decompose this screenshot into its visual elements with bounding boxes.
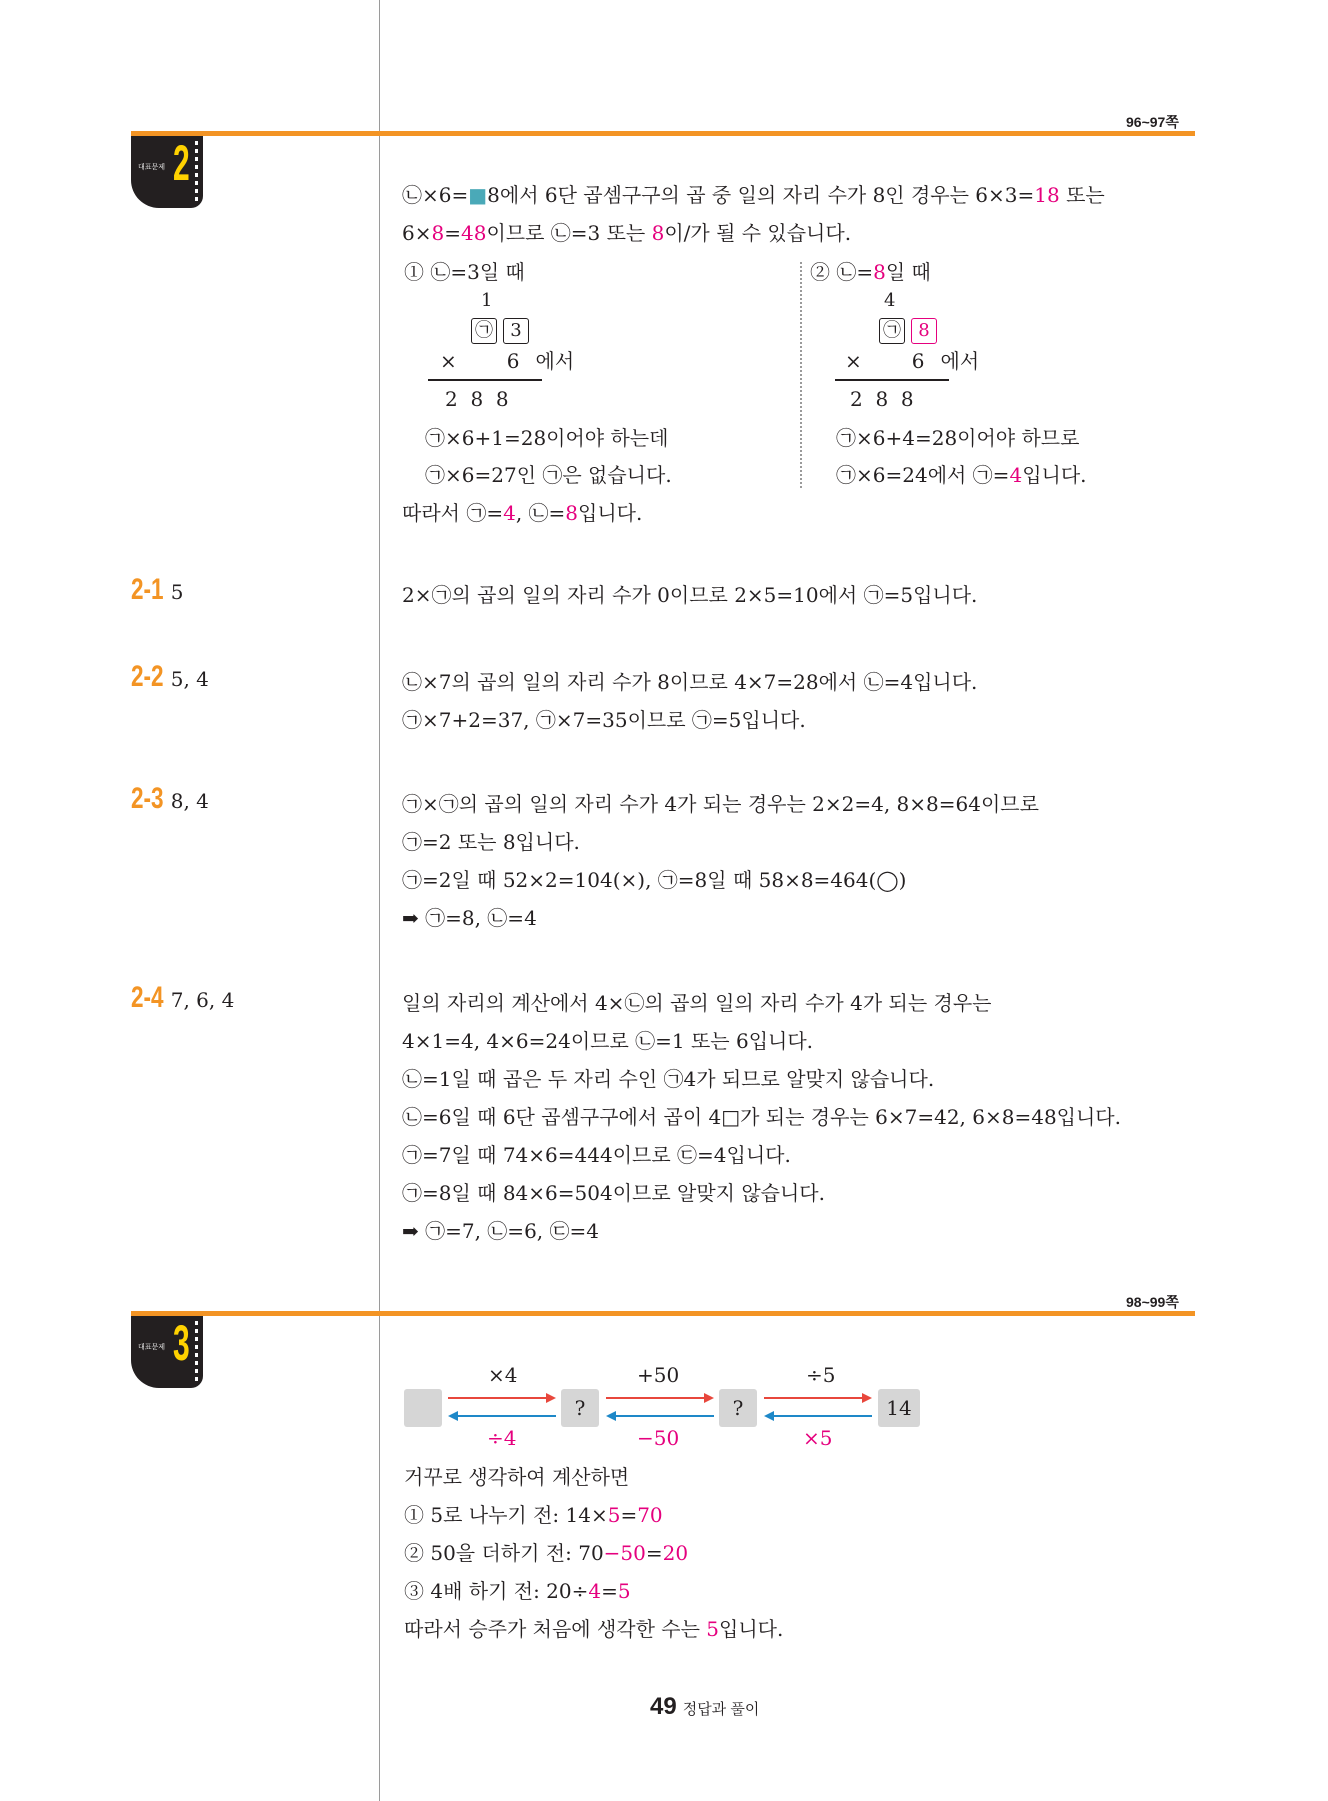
operation-label: ×4 bbox=[488, 1363, 518, 1387]
operation-label: +50 bbox=[637, 1363, 680, 1387]
page-reference: 96~97쪽 bbox=[1126, 114, 1179, 130]
unknown-box: ? bbox=[561, 1389, 599, 1427]
product-row: 2 8 8 bbox=[850, 387, 914, 411]
forward-arrowhead bbox=[704, 1393, 714, 1403]
digit-box: ㉠ bbox=[879, 318, 905, 344]
solution-line: 4×1=4, 4×6=24이므로 ㉡=1 또는 6입니다. bbox=[402, 1029, 814, 1053]
solution-line: ㉠=2 또는 8입니다. bbox=[402, 830, 580, 854]
page-number: 49 bbox=[650, 1693, 677, 1720]
inverse-operation-label: −50 bbox=[637, 1426, 680, 1450]
inverse-operation-label: ×5 bbox=[803, 1426, 833, 1450]
solution-line: 6×8=48이므로 ㉡=3 또는 8이/가 될 수 있습니다. bbox=[402, 221, 852, 245]
badge-number: 3 bbox=[173, 1315, 190, 1371]
forward-arrows bbox=[448, 1393, 872, 1403]
backward-arrowhead bbox=[606, 1411, 616, 1421]
backward-arrows bbox=[448, 1411, 872, 1421]
conclusion: 따라서 승주가 처음에 생각한 수는 5입니다. bbox=[404, 1617, 784, 1641]
inverse-operation-label: ÷4 bbox=[487, 1426, 517, 1450]
solution-line: ㉠×㉠의 곱의 일의 자리 수가 4가 되는 경우는 2×2=4, 8×8=64이므로 bbox=[402, 792, 1039, 816]
case-explanation: ㉠×6=24에서 ㉠=4입니다. bbox=[836, 463, 1087, 487]
solution-line: ㉠=7일 때 74×6=444이므로 ㉢=4입니다. bbox=[402, 1143, 791, 1167]
unknown-box: ? bbox=[719, 1389, 757, 1427]
operation-label: ÷5 bbox=[806, 1363, 836, 1387]
case-explanation: ㉠×6+4=28이어야 하므로 bbox=[836, 426, 1080, 450]
page-title: 정답과 풀이 bbox=[682, 1701, 760, 1718]
solution-line: 2×㉠의 곱의 일의 자리 수가 0이므로 2×5=10에서 ㉠=5입니다. bbox=[402, 583, 978, 607]
case-explanation: ㉠×6=27인 ㉠은 없습니다. bbox=[425, 463, 672, 487]
solution-line: 일의 자리의 계산에서 4×㉡의 곱의 일의 자리 수가 4가 되는 경우는 bbox=[402, 991, 992, 1015]
solution-line: ㉡=1일 때 곱은 두 자리 수인 ㉠4가 되므로 알맞지 않습니다. bbox=[402, 1067, 935, 1091]
solution-line: ㉠=2일 때 52×2=104(×), ㉠=8일 때 58×8=464(◯) bbox=[402, 868, 907, 892]
page-reference: 98~99쪽 bbox=[1126, 1294, 1179, 1310]
answer: 5 bbox=[170, 580, 184, 604]
page-footer bbox=[650, 1693, 759, 1721]
badge-label: 대표문제 bbox=[138, 1344, 166, 1351]
answer: 7, 6, 4 bbox=[170, 988, 235, 1012]
answer: 8, 4 bbox=[170, 789, 209, 813]
product-row: 2 8 8 bbox=[445, 387, 509, 411]
solution-line: ㉡×6=■8에서 6단 곱셈구구의 곱 중 일의 자리 수가 8인 경우는 6×3=18 또는 bbox=[402, 183, 1105, 207]
multiplier-row: × 6 에서 bbox=[440, 349, 575, 373]
backward-arrowhead bbox=[764, 1411, 774, 1421]
question-number: 2-1 5 bbox=[131, 573, 184, 606]
solution-step: ② 50을 더하기 전: 70−50=20 bbox=[404, 1541, 689, 1565]
solution-line: 거꾸로 생각하여 계산하면 bbox=[404, 1465, 630, 1489]
carry-digit: 4 bbox=[884, 290, 896, 311]
solution-line: ㉡×7의 곱의 일의 자리 수가 8이므로 4×7=28에서 ㉡=4입니다. bbox=[402, 670, 978, 694]
carry-digit: 1 bbox=[481, 290, 493, 311]
case-explanation: ㉠×6+1=28이어야 하는데 bbox=[425, 426, 669, 450]
answer: 5, 4 bbox=[170, 667, 209, 691]
multiplier-row: × 6 에서 bbox=[845, 349, 980, 373]
solution-line: ➡ ㉠=8, ㉡=4 bbox=[402, 906, 537, 930]
digit-box: 3 bbox=[503, 318, 529, 344]
case-title: ② ㉡=8일 때 bbox=[810, 260, 931, 284]
solution-line: ㉡=6일 때 6단 곱셈구구에서 곱이 4□가 되는 경우는 6×7=42, 6×8=48입니다. bbox=[402, 1105, 1121, 1129]
forward-arrowhead bbox=[546, 1393, 556, 1403]
badge-label: 대표문제 bbox=[138, 164, 166, 171]
digit-box: 8 bbox=[911, 318, 937, 344]
backward-arrowhead bbox=[448, 1411, 458, 1421]
square-icon: ■ bbox=[468, 183, 488, 207]
solution-step: ③ 4배 하기 전: 20÷4=5 bbox=[404, 1579, 631, 1603]
badge-number: 2 bbox=[173, 135, 190, 191]
question-number: 2-4 7, 6, 4 bbox=[131, 981, 235, 1014]
solution-line: ➡ ㉠=7, ㉡=6, ㉢=4 bbox=[402, 1219, 599, 1243]
conclusion: 따라서 ㉠=4, ㉡=8입니다. bbox=[402, 501, 643, 525]
solution-line: ㉠=8일 때 84×6=504이므로 알맞지 않습니다. bbox=[402, 1181, 825, 1205]
solution-step: ① 5로 나누기 전: 14×5=70 bbox=[404, 1503, 663, 1527]
solution-line: ㉠×7+2=37, ㉠×7=35이므로 ㉠=5입니다. bbox=[402, 708, 806, 732]
case-title: ① ㉡=3일 때 bbox=[404, 260, 525, 284]
result-box: 14 bbox=[878, 1389, 920, 1427]
question-number: 2-3 8, 4 bbox=[131, 782, 209, 815]
forward-arrowhead bbox=[862, 1393, 872, 1403]
question-number: 2-2 5, 4 bbox=[131, 660, 209, 693]
digit-box: ㉠ bbox=[471, 318, 497, 344]
